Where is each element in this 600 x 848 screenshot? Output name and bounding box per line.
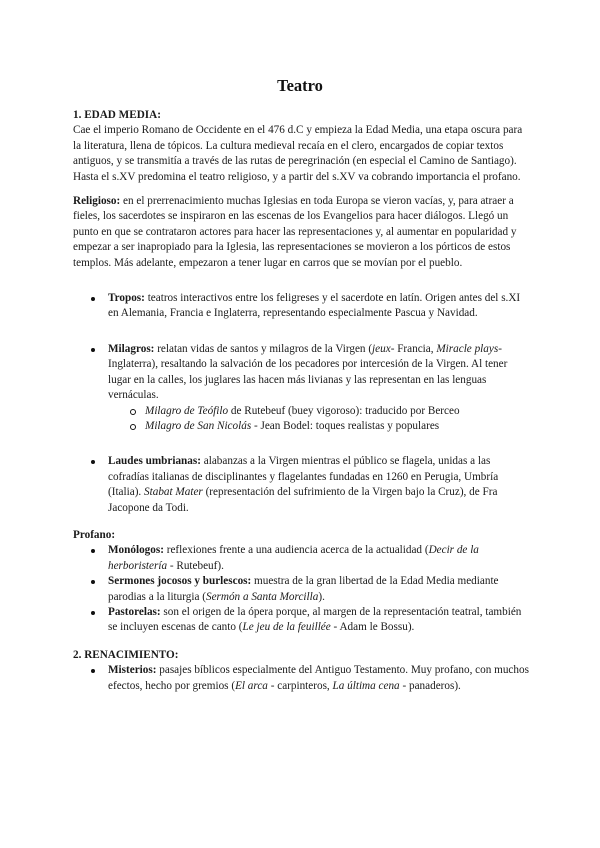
misterios-text-3: - panaderos).: [399, 679, 461, 692]
laudes-text-2: (representación del sufrimiento de la Virgen bajo la Cruz), de Fra Jacopone da Todi.: [108, 486, 498, 514]
intro-paragraph: Cae el imperio Romano de Occidente en el 476 d.C y empieza la Edad Media, una etapa oscura para la literatura, llena de tópicos. La cultura medieval recaía en el clero, encargados de copiar textos antiguos, y se transmitía a través de las rutas de peregrinación (en especial el Camino de Santiago). Hasta el s.XV predomina el teatro religioso, y a partir del s.XV va cobrando importancia el profano.: [73, 124, 523, 183]
milagros-italic-1: jeux: [372, 342, 391, 355]
profano-heading: Profano:: [73, 528, 116, 541]
list-item-pastorelas: [108, 605, 531, 636]
pastorelas-italic-1: Le jeu de la feuillée: [242, 621, 331, 634]
monologos-italic-1: Decir de la herboristería: [108, 544, 479, 572]
list-item-sermones: [108, 574, 531, 605]
list-item-tropos: [108, 291, 531, 322]
tropos-text: teatros interactivos entre los feligreses y el sacerdote en latín. Origen antes del s.XI en Alemania, Francia e Inglaterra, representando especialmente Pascua y Navidad.: [108, 292, 521, 320]
religioso-text: en el prerrenacimiento muchas Iglesias en toda Europa se vieron vacías, y, para atraer a fieles, los sacerdotes se inspiraron en las escenas de los Evangelios para hacer diálogos. Llegó un punto en que se contrataron actores para hacer las representaciones y, al aumentar en popularidad y empezar a ser inapropiado para la Iglesia, las representaciones se movieron a los pórticos de estos templos. Más adelante, empezaron a tener lugar en carros que se movían por el pueblo.: [73, 195, 517, 269]
laudes-text-1: alabanzas a la Virgen mientras el público se flagela, unidas a las cofradías italianas de disciplinantes y flagelantes fundadas en 1260 en Perugia, Umbría (Italia).: [108, 455, 499, 499]
teofilo-text: de Rutebeuf (buey vigoroso): traducido por Berceo: [228, 404, 460, 417]
sermones-text-2: ).: [318, 590, 325, 603]
religioso-list: [73, 291, 531, 322]
misterios-italic-2: La última cena: [332, 679, 400, 692]
san-nicolas-text: - Jean Bodel: toques realistas y populares: [251, 419, 440, 432]
monologos-label: Monólogos:: [108, 544, 164, 557]
document-body: [73, 108, 531, 694]
misterios-text-1: pasajes bíblicos especialmente del Antiguo Testamento. Muy profano, con muchos efectos, hecho por gremios (: [108, 664, 529, 692]
page-title: Teatro: [277, 76, 323, 95]
religioso-label: Religioso:: [73, 195, 121, 208]
list-item-misterios: [108, 663, 531, 694]
tropos-label: Tropos:: [108, 292, 145, 305]
sublist-item-teofilo: [145, 404, 531, 419]
milagros-sublist: [108, 404, 531, 435]
pastorelas-text-2: - Adam le Bossu).: [330, 621, 415, 634]
misterios-text-2: - carpinteros,: [267, 679, 333, 692]
laudes-label: Laudes umbrianas:: [108, 455, 201, 468]
milagros-list: [73, 342, 531, 434]
monologos-text-1: reflexiones frente a una audiencia acerca de la actualidad (: [163, 544, 429, 557]
sermones-text-1: muestra de la gran libertad de la Edad Media mediante parodias a la liturgia (: [108, 575, 499, 603]
misterios-italic-1: El arca: [235, 679, 268, 692]
monologos-text-2: - Rutebeuf).: [167, 559, 224, 572]
sublist-item-san-nicolas: [145, 419, 531, 434]
religioso-paragraph: [73, 194, 531, 271]
san-nicolas-title: Milagro de San Nicolás: [145, 419, 252, 432]
laudes-italic-1: Stabat Mater: [144, 486, 203, 499]
sermones-italic-1: Sermón a Santa Morcilla: [205, 590, 319, 603]
list-item-monologos: [108, 543, 531, 574]
section-heading-edad-media: 1. EDAD MEDIA:: [73, 109, 161, 121]
list-item-milagros: [108, 342, 531, 434]
section-heading-renacimiento: 2. RENACIMIENTO:: [73, 648, 179, 661]
pastorelas-label: Pastorelas:: [108, 605, 161, 618]
list-item-laudes: [108, 454, 531, 516]
milagros-italic-2: Miracle plays: [436, 342, 499, 355]
milagros-text-2: - Francia,: [390, 342, 437, 355]
pastorelas-text-1: son el origen de la ópera porque, al margen de la representación teatral, también se incluyen escenas de canto (: [108, 605, 522, 634]
profano-list: [73, 543, 531, 635]
milagros-text-1: relatan vidas de santos y milagros de la Virgen (: [154, 342, 373, 355]
milagros-label: Milagros:: [108, 342, 155, 355]
sermones-label: Sermones jocosos y burlescos:: [108, 575, 252, 588]
teofilo-title: Milagro de Teófilo: [145, 404, 229, 417]
renacimiento-list: [73, 663, 531, 694]
laudes-list: [73, 454, 531, 516]
misterios-label: Misterios:: [108, 664, 157, 677]
milagros-text-3: - Inglaterra), resaltando la salvación de los pecadores por intercesión de la Virgen. Al tener lugar en la calles, los juglares las hacen más livianas y las representan en las lenguas vernáculas.: [108, 342, 508, 402]
